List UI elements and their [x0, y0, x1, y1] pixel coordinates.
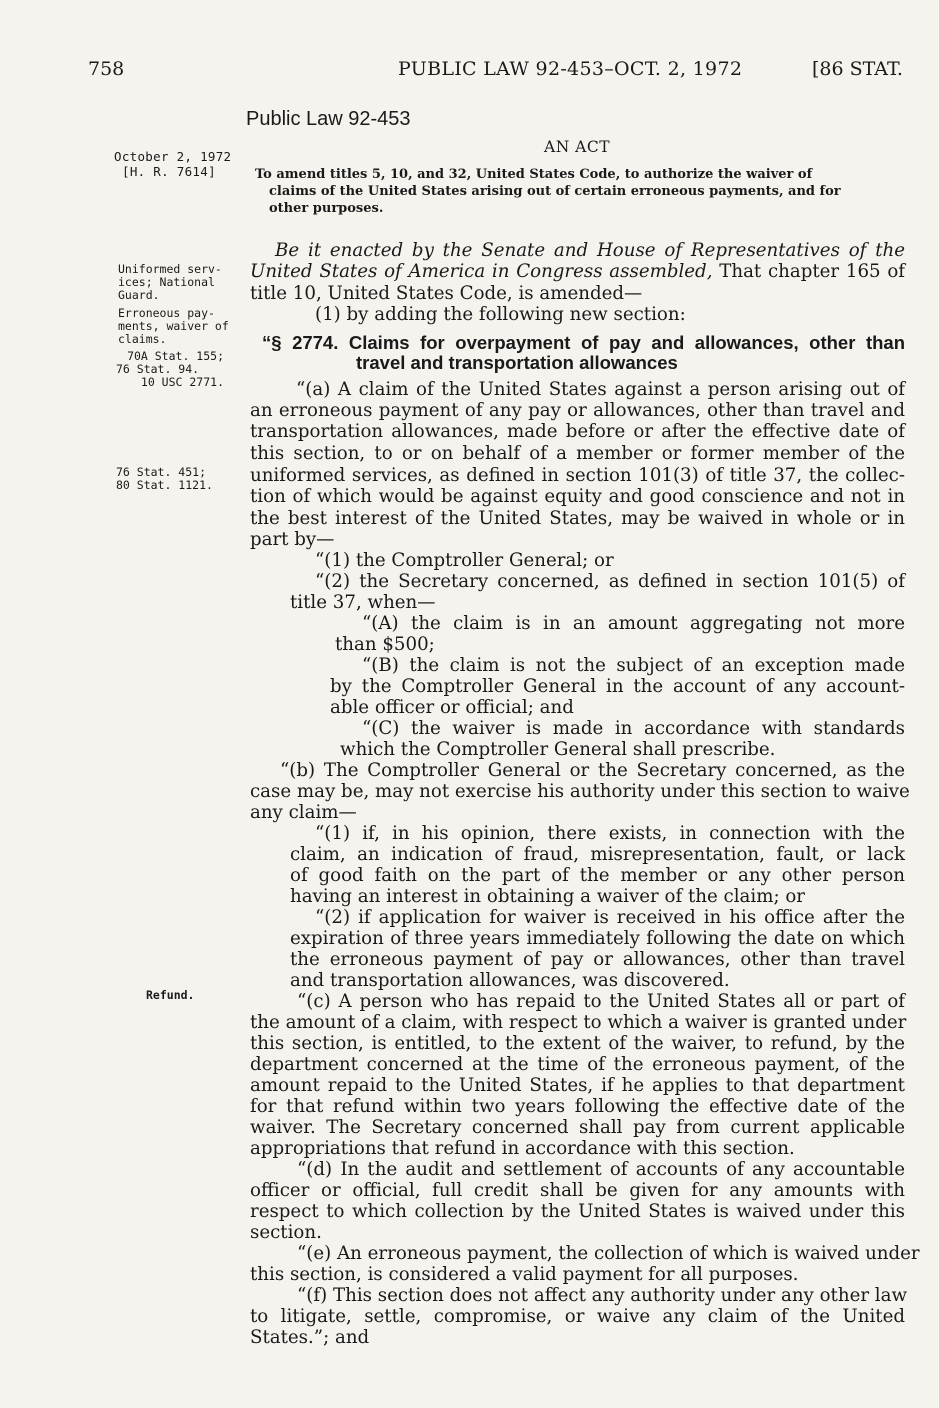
- body-text-line: claim, an indication of fraud, misrepresentation, fault, or lack: [290, 844, 905, 865]
- act-purpose-line: To amend titles 5, 10, and 32, United States Code, to authorize the waiver of: [255, 167, 813, 182]
- body-text-line: part by—: [250, 529, 335, 550]
- body-text-line: “(B) the claim is not the subject of an exception made: [362, 655, 905, 676]
- body-text-line: officer or official, full credit shall be given for any amounts with: [250, 1180, 905, 1201]
- body-text-line: case may be, may not exercise his authority under this section to waive: [250, 781, 910, 802]
- body-text-line: section.: [250, 1222, 322, 1243]
- act-purpose-line: other purposes.: [269, 201, 384, 216]
- margin-statute-refs-2: 76 Stat. 451; 80 Stat. 1121.: [116, 465, 213, 492]
- margin-refund: Refund.: [146, 988, 195, 1002]
- act-label: AN ACT: [544, 138, 611, 156]
- body-text-line: “(b) The Comptroller General or the Secretary concerned, as the: [280, 760, 905, 781]
- enacting-line: United States of America in Congress assembled, That chapter 165 of: [250, 261, 906, 282]
- margin-topic: Uniformed serv- ices; National Guard.: [118, 262, 222, 302]
- body-text-line: having an interest in obtaining a waiver of the claim; or: [290, 886, 806, 907]
- body-text-line: waiver. The Secretary concerned shall pay from current applicable: [250, 1117, 905, 1138]
- body-text-line: States.”; and: [250, 1327, 370, 1348]
- body-text-line: by the Comptroller General in the account of any account-: [330, 676, 905, 697]
- body-text-line: to litigate, settle, compromise, or waive any claim of the United: [250, 1306, 905, 1327]
- body-text-line: the best interest of the United States, may be waived in whole or in: [250, 508, 905, 529]
- body-text-line: tion of which would be against equity and good conscience and not in: [250, 486, 905, 507]
- body-text-line: this section, is considered a valid payment for all purposes.: [250, 1264, 799, 1285]
- body-text-line: “(c) A person who has repaid to the United States all or part of: [297, 991, 905, 1012]
- page-number: 758: [88, 58, 125, 80]
- section-heading: “§ 2774. Claims for overpayment of pay and allowances, other than: [262, 332, 905, 353]
- body-text-line: respect to which collection by the United States is waived under this: [250, 1201, 905, 1222]
- running-title: PUBLIC LAW 92-453–OCT. 2, 1972: [398, 58, 743, 80]
- body-text-line: “(A) the claim is in an amount aggregating not more: [362, 613, 905, 634]
- margin-topic-erroneous: Erroneous pay- ments, waiver of claims.: [118, 306, 229, 346]
- margin-date: October 2, 1972: [114, 149, 232, 164]
- body-text-line: amount repaid to the United States, if he applies to that department: [250, 1075, 905, 1096]
- body-text-line: “(1) if, in his opinion, there exists, in connection with the: [315, 823, 905, 844]
- body-text-line: expiration of three years immediately following the date on which: [290, 928, 905, 949]
- body-text-line: “(e) An erroneous payment, the collection of which is waived under: [297, 1243, 920, 1264]
- volume-reference: [86 STAT.: [812, 58, 903, 80]
- body-text-line: “(f) This section does not affect any authority under any other law: [297, 1285, 908, 1306]
- body-text-line: for that refund within two years following the effective date of the: [250, 1096, 905, 1117]
- body-text-line: this section, is entitled, to the extent of the waiver, to refund, by the: [250, 1033, 905, 1054]
- body-text-line: “(C) the waiver is made in accordance with standards: [362, 718, 905, 739]
- body-text-line: the amount of a claim, with respect to which a waiver is granted under: [250, 1012, 907, 1033]
- body-text-line: any claim—: [250, 802, 357, 823]
- section-heading: travel and transportation allowances: [356, 352, 678, 373]
- body-text-line: “(2) if application for waiver is received in his office after the: [315, 907, 905, 928]
- enacting-line: Be it enacted by the Senate and House of Representatives of the: [275, 240, 905, 261]
- body-text-line: transportation allowances, made before or after the effective date of: [250, 421, 905, 442]
- body-text-line: uniformed services, as defined in section 101(3) of title 37, the collec-: [250, 465, 905, 486]
- body-text-line: department concerned at the time of the erroneous payment, of the: [250, 1054, 905, 1075]
- body-text-line: which the Comptroller General shall prescribe.: [340, 739, 776, 760]
- act-purpose-line: claims of the United States arising out of certain erroneous payments, and for: [269, 184, 841, 199]
- enacting-line: (1) by adding the following new section:: [315, 304, 686, 325]
- body-text-line: of good faith on the part of the member or any other person: [290, 865, 905, 886]
- body-text-line: an erroneous payment of any pay or allowances, other than travel and: [250, 400, 905, 421]
- enacting-line: title 10, United States Code, is amended—: [250, 283, 643, 304]
- body-text-line: the erroneous payment of pay or allowances, other than travel: [290, 949, 905, 970]
- body-text-line: able officer or official; and: [330, 697, 574, 718]
- law-name: Public Law 92-453: [246, 108, 411, 130]
- body-text-line: title 37, when—: [290, 592, 436, 613]
- body-text-line: and transportation allowances, was discovered.: [290, 970, 730, 991]
- body-text-line: “(d) In the audit and settlement of accounts of any accountable: [297, 1159, 905, 1180]
- margin-statute-refs: 70A Stat. 155; 76 Stat. 94. 10 USC 2771.: [116, 349, 224, 389]
- body-text-line: “(2) the Secretary concerned, as defined in section 101(5) of: [315, 571, 905, 592]
- body-text-line: this section, to or on behalf of a member or former member of the: [250, 443, 905, 464]
- margin-bill-number: [H. R. 7614]: [122, 164, 216, 179]
- body-text-line: “(a) A claim of the United States against a person arising out of: [296, 379, 905, 400]
- body-text-line: than $500;: [335, 634, 435, 655]
- body-text-line: appropriations that refund in accordance with this section.: [250, 1138, 795, 1159]
- body-text-line: “(1) the Comptroller General; or: [315, 550, 614, 571]
